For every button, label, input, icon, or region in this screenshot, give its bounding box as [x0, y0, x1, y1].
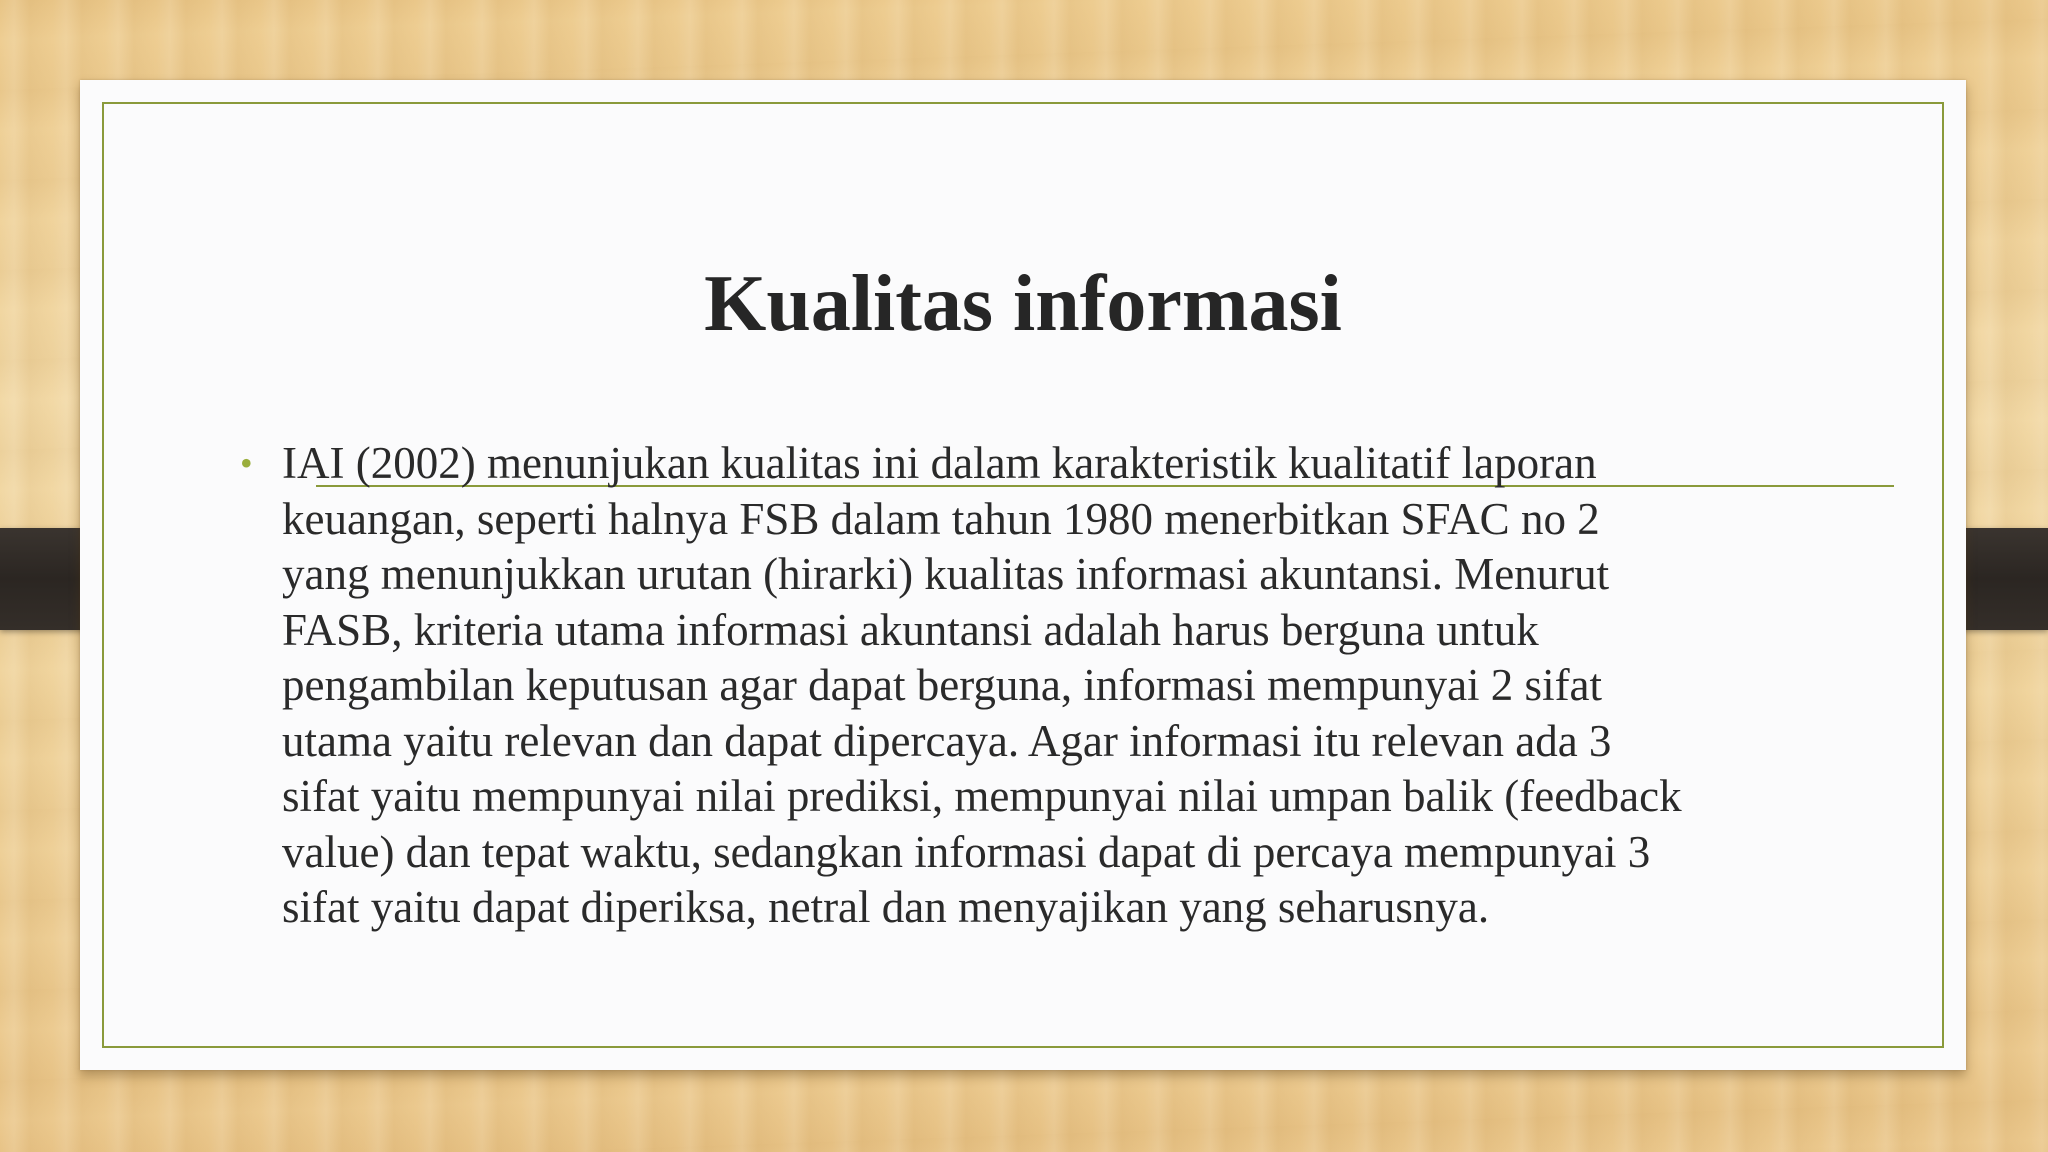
bullet-line: yang menunjukkan urutan (hirarki) kualitas informasi akuntansi. Menurut [282, 549, 1610, 599]
bullet-line: sifat yaitu dapat diperiksa, netral dan menyajikan yang seharusnya. [282, 882, 1490, 932]
bullet-line: value) dan tepat waktu, sedangkan informasi dapat di percaya mempunyai 3 [282, 826, 1651, 877]
bullet-line: pengambilan keputusan agar dapat berguna, informasi mempunyai 2 sifat [282, 660, 1603, 710]
slide-title: Kualitas informasi [704, 260, 1342, 348]
bullet-line: keuangan, seperti halnya FSB dalam tahun 1980 menerbitkan SFAC no 2 [282, 493, 1600, 544]
bullet-line: sifat yaitu mempunyai nilai prediksi, mempunyai nilai umpan balik (feedback [282, 771, 1682, 821]
slide-content [236, 436, 1796, 936]
bullet-dot-icon: • [240, 443, 253, 483]
bullet-line: utama yaitu relevan dan dapat dipercaya. Agar informasi itu relevan ada 3 [282, 715, 1612, 766]
bullet-line: FASB, kriteria utama informasi akuntansi adalah harus berguna untuk [282, 604, 1539, 655]
bullet-line: IAI (2002) menunjukan kualitas ini dalam karakteristik kualitatif laporan [282, 438, 1597, 488]
bullet-item [236, 436, 1796, 936]
